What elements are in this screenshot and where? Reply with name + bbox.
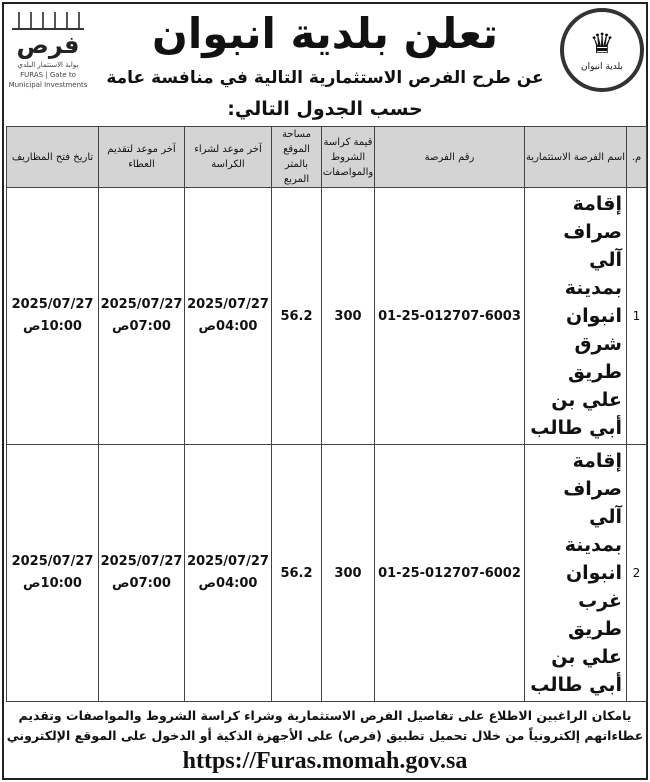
cell-price: 300 [322, 188, 375, 445]
cell-opening-date [7, 445, 99, 702]
skyline-icon [12, 12, 84, 30]
cell-area: 56.2 [272, 445, 322, 702]
table-row [7, 188, 647, 445]
cell-opening-date [7, 188, 99, 445]
table-header [7, 127, 647, 188]
header-number: رقم الفرصة [375, 127, 525, 188]
time: 04:00ص [198, 576, 258, 591]
cell-bid-deadline [99, 188, 185, 445]
opportunities-table [6, 126, 647, 702]
cell-buy-deadline [185, 445, 272, 702]
footer-text [6, 706, 644, 746]
header-buy-deadline: آخر موعد لشراء الكراسة [185, 127, 272, 188]
time: 04:00ص [198, 319, 258, 334]
municipality-caption: بلدية انبوان [581, 62, 623, 72]
website-link[interactable]: https://Furas.momah.gov.sa [182, 748, 468, 774]
cell-area: 56.2 [272, 188, 322, 445]
crown-icon: ♛ [589, 27, 615, 60]
date: 2025/07/27 [11, 554, 94, 569]
date: 2025/07/27 [100, 297, 183, 312]
cell-name: إقامة صراف آلي بمدينة انبوان غرب طريق علي بن أبي طالب [525, 445, 627, 702]
date: 2025/07/27 [100, 554, 183, 569]
header-name: اسم الفرصة الاستثمارية [525, 127, 627, 188]
furas-logo [6, 6, 90, 90]
cell-index: 1 [627, 188, 647, 445]
header-area: مساحة الموقع بالمتر المربع [272, 127, 322, 188]
furas-caption: بوابة الاستثمار البلدي [17, 61, 79, 69]
header-center [94, 6, 556, 90]
footer-line-2: عطاءاتهم إلكترونياً من خلال تحميل تطبيق (فرص) على الأجهزة الذكية أو الدخول على الموقع الإلكتروني [6, 728, 644, 743]
subtitle: عن طرح الفرص الاستثمارية التالية في منافسة عامة [106, 68, 544, 88]
page-title: تعلن بلدية انبوان [152, 9, 498, 58]
ad-frame [2, 2, 648, 780]
header-opening-date: تاريخ فتح المظاريف [7, 127, 99, 188]
cell-index: 2 [627, 445, 647, 702]
footer-line-1: يامكان الراغبين الاطلاع على تفاصيل الفرص الاستثمارية وشراء كراسة الشروط والمواصفات وتقديم [18, 708, 632, 723]
header-index: م. [627, 127, 647, 188]
cell-name: إقامة صراف آلي بمدينة انبوان شرق طريق علي بن أبي طالب [525, 188, 627, 445]
table-row [7, 445, 647, 702]
header [6, 6, 644, 92]
subtitle-2: حسب الجدول التالي: [227, 98, 423, 120]
furas-logo-text: فرص [16, 31, 80, 59]
time: 07:00ص [112, 576, 171, 591]
header-price: قيمة كراسة الشروط والمواصفات [322, 127, 375, 188]
cell-number: 01-25-012707-6002 [375, 445, 525, 702]
municipality-logo [560, 8, 644, 92]
date: 2025/07/27 [187, 554, 269, 569]
cell-buy-deadline [185, 188, 272, 445]
date: 2025/07/27 [11, 297, 94, 312]
furas-caption-en: FURAS | Gate to Municipal Investments [8, 71, 88, 89]
date: 2025/07/27 [187, 297, 269, 312]
time: 07:00ص [112, 319, 171, 334]
cell-price: 300 [322, 445, 375, 702]
cell-bid-deadline [99, 445, 185, 702]
header-bid-deadline: آخر موعد لتقديم العطاء [99, 127, 185, 188]
time: 10:00ص [23, 576, 82, 591]
time: 10:00ص [23, 319, 82, 334]
cell-number: 01-25-012707-6003 [375, 188, 525, 445]
